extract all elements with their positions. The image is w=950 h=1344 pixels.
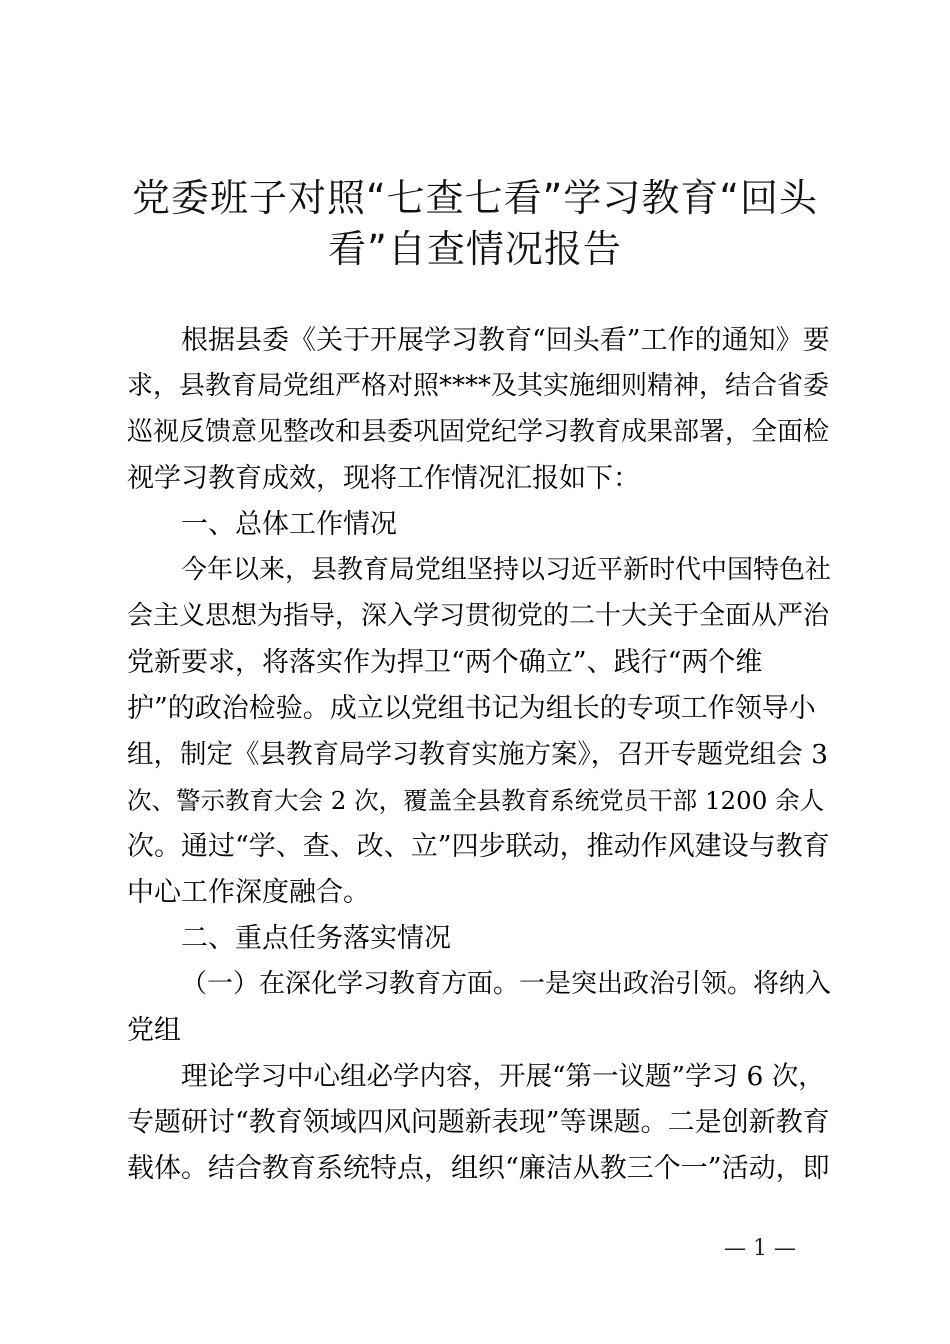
paragraph-line: 载体。结合教育系统特点，组织“廉洁从教三个一”活动，即 <box>127 1153 830 1184</box>
paragraph-line: 党组 <box>127 1015 181 1046</box>
paragraph-line: 专题研讨“教育领域四风问题新表现”等课题。二是创新教育 <box>127 1107 830 1138</box>
paragraph-line: 巡视反馈意见整改和县委巩固党纪学习教育成果部署，全面检 <box>127 417 830 447</box>
paragraph-line: 党新要求，将落实作为捍卫“两个确立”、践行“两个维 <box>127 647 763 678</box>
paragraph-line: 次。通过“学、查、改、立”四步联动，推动作风建设与教育 <box>127 831 830 862</box>
paragraph-line: 护”的政治检验。成立以党组书记为组长的专项工作领导小 <box>127 693 816 724</box>
section-heading: 一、总体工作情况 <box>181 509 397 540</box>
section-heading: 二、重点任务落实情况 <box>181 923 451 954</box>
paragraph-line: 理论学习中心组必学内容，开展“第一议题”学习 6 次， <box>181 1061 825 1092</box>
paragraph-line: 根据县委《关于开展学习教育“回头看”工作的通知》要 <box>181 325 830 356</box>
page-number: — 1 — <box>724 1236 796 1261</box>
paragraph-line: 中心工作深度融合。 <box>127 877 370 908</box>
document-title-line-2: 看”自查情况报告 <box>328 227 622 271</box>
paragraph-line: 会主义思想为指导，深入学习贯彻党的二十大关于全面从严治 <box>127 601 830 631</box>
paragraph-line: （一）在深化学习教育方面。一是突出政治引领。将纳入 <box>181 969 832 999</box>
paragraph-line: 视学习教育成效，现将工作情况汇报如下： <box>127 463 640 494</box>
document-title-line-1: 党委班子对照“七查七看”学习教育“回头 <box>131 176 819 220</box>
paragraph-line: 次、警示教育大会 2 次，覆盖全县教育系统党员干部 1200 余人 <box>127 786 825 815</box>
paragraph-line: 组，制定《县教育局学习教育实施方案》，召开专题党组会 3 <box>127 739 829 770</box>
paragraph-line: 今年以来，县教育局党组坚持以习近平新时代中国特色社 <box>181 555 832 585</box>
paragraph-line: 求，县教育局党组严格对照****及其实施细则精神，结合省委 <box>127 371 830 401</box>
